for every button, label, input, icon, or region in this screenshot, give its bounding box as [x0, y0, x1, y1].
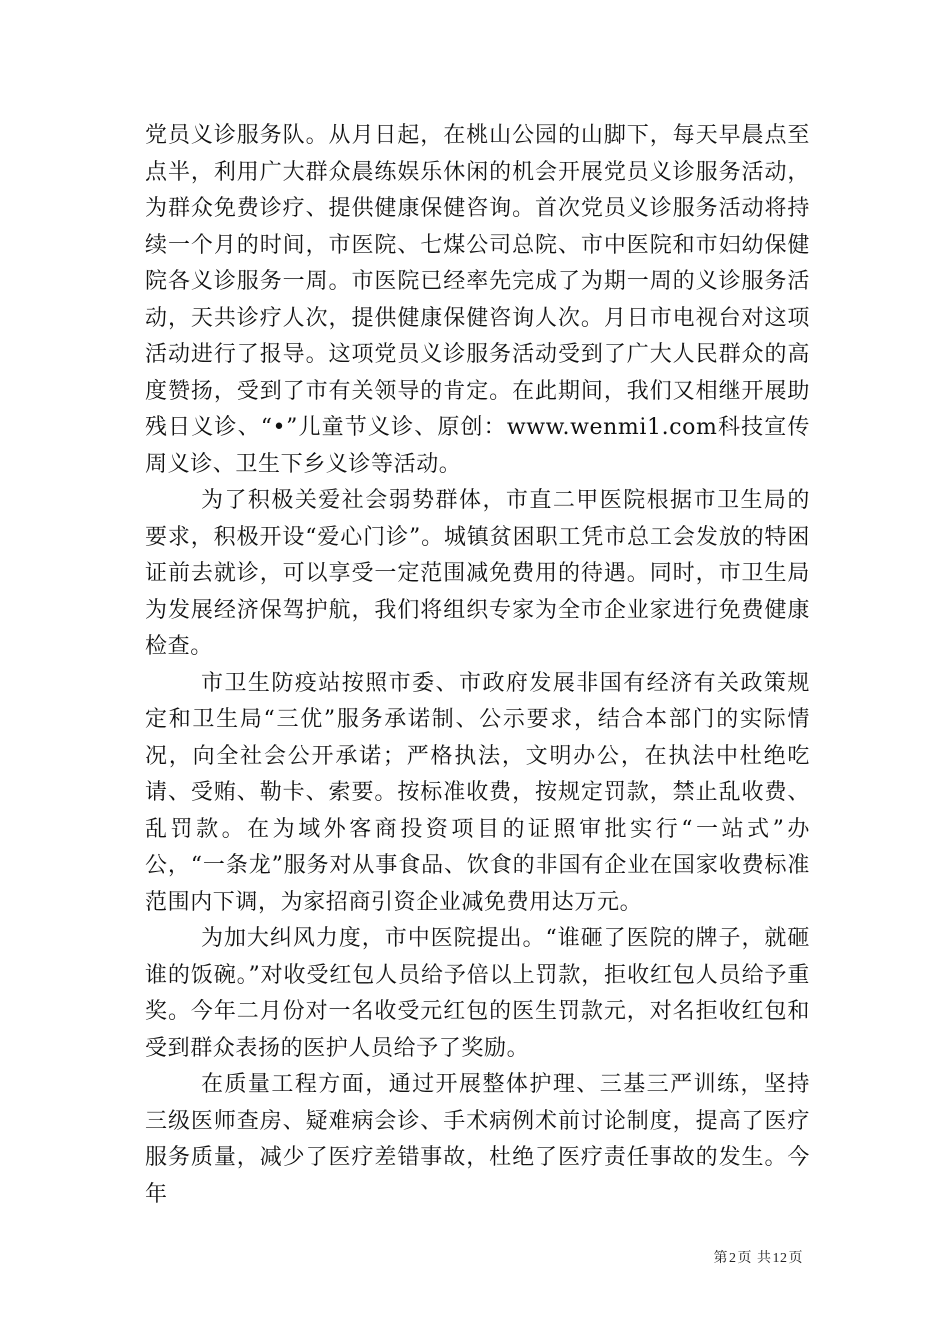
footer-suffix: 页	[788, 1250, 803, 1266]
paragraph-care-clinic: 为了积极关爱社会弱势群体，市直二甲医院根据市卫生局的要求，积极开设“爱心门诊”。城镇贫困职工凭市总工会发放的特困证前去就诊，可以享受一定范围减免费用的待遇。同时，市卫生局为发展经济保驾护航，我们将组织专家为全市企业家进行免费健康检查。	[145, 488, 810, 659]
paragraph-continued: 党员义诊服务队。从月日起，在桃山公园的山脚下，每天早晨点至点半，利用广大群众晨练娱乐休闲的机会开展党员义诊服务活动，为群众免费诊疗、提供健康保健咨询。首次党员义诊服务活动将持续一个月的时间，市医院、七煤公司总院、市中医院和市妇幼保健院各义诊服务一周。市医院已经率先完成了为期一周的义诊服务活动，天共诊疗人次，提供健康保健咨询人次。月日市电视台对这项活动进行了报导。这项党员义诊服务活动受到了广大人民群众的高度赞扬，受到了市有关领导的肯定。在此期间，我们又相继开展助残日义诊、“•”儿童节义诊、原创：www.wenmi1.com科技宣传周义诊、卫生下乡义诊等活动。	[145, 123, 810, 477]
document-body	[145, 118, 810, 1213]
paragraph-quality-project: 在质量工程方面，通过开展整体护理、三基三严训练，坚持三级医师查房、疑难病会诊、手术病例术前讨论制度，提高了医疗服务质量，减少了医疗差错事故，杜绝了医疗责任事故的发生。今年	[145, 1072, 810, 1207]
page-number-footer	[714, 1249, 803, 1268]
footer-middle: 页 共	[737, 1250, 772, 1266]
footer-total-pages: 12	[772, 1251, 788, 1266]
footer-current-page: 2	[729, 1251, 737, 1266]
footer-prefix: 第	[713, 1250, 729, 1266]
paragraph-anti-corruption: 为加大纠风力度，市中医院提出。“谁砸了医院的牌子，就砸谁的饭碗。”对收受红包人员给予倍以上罚款，拒收红包人员给予重奖。今年二月份对一名收受元红包的医生罚款元，对名拒收红包和受到群众表扬的医护人员给予了奖励。	[145, 926, 810, 1061]
paragraph-epidemic-station: 市卫生防疫站按照市委、市政府发展非国有经济有关政策规定和卫生局“三优”服务承诺制、公示要求，结合本部门的实际情况，向全社会公开承诺；严格执法，文明办公，在执法中杜绝吃请、受贿、勒卡、索要。按标准收费，按规定罚款，禁止乱收费、乱罚款。在为域外客商投资项目的证照审批实行“一站式”办公，“一条龙”服务对从事食品、饮食的非国有企业在国家收费标准范围内下调，为家招商引资企业减免费用达万元。	[145, 670, 810, 915]
